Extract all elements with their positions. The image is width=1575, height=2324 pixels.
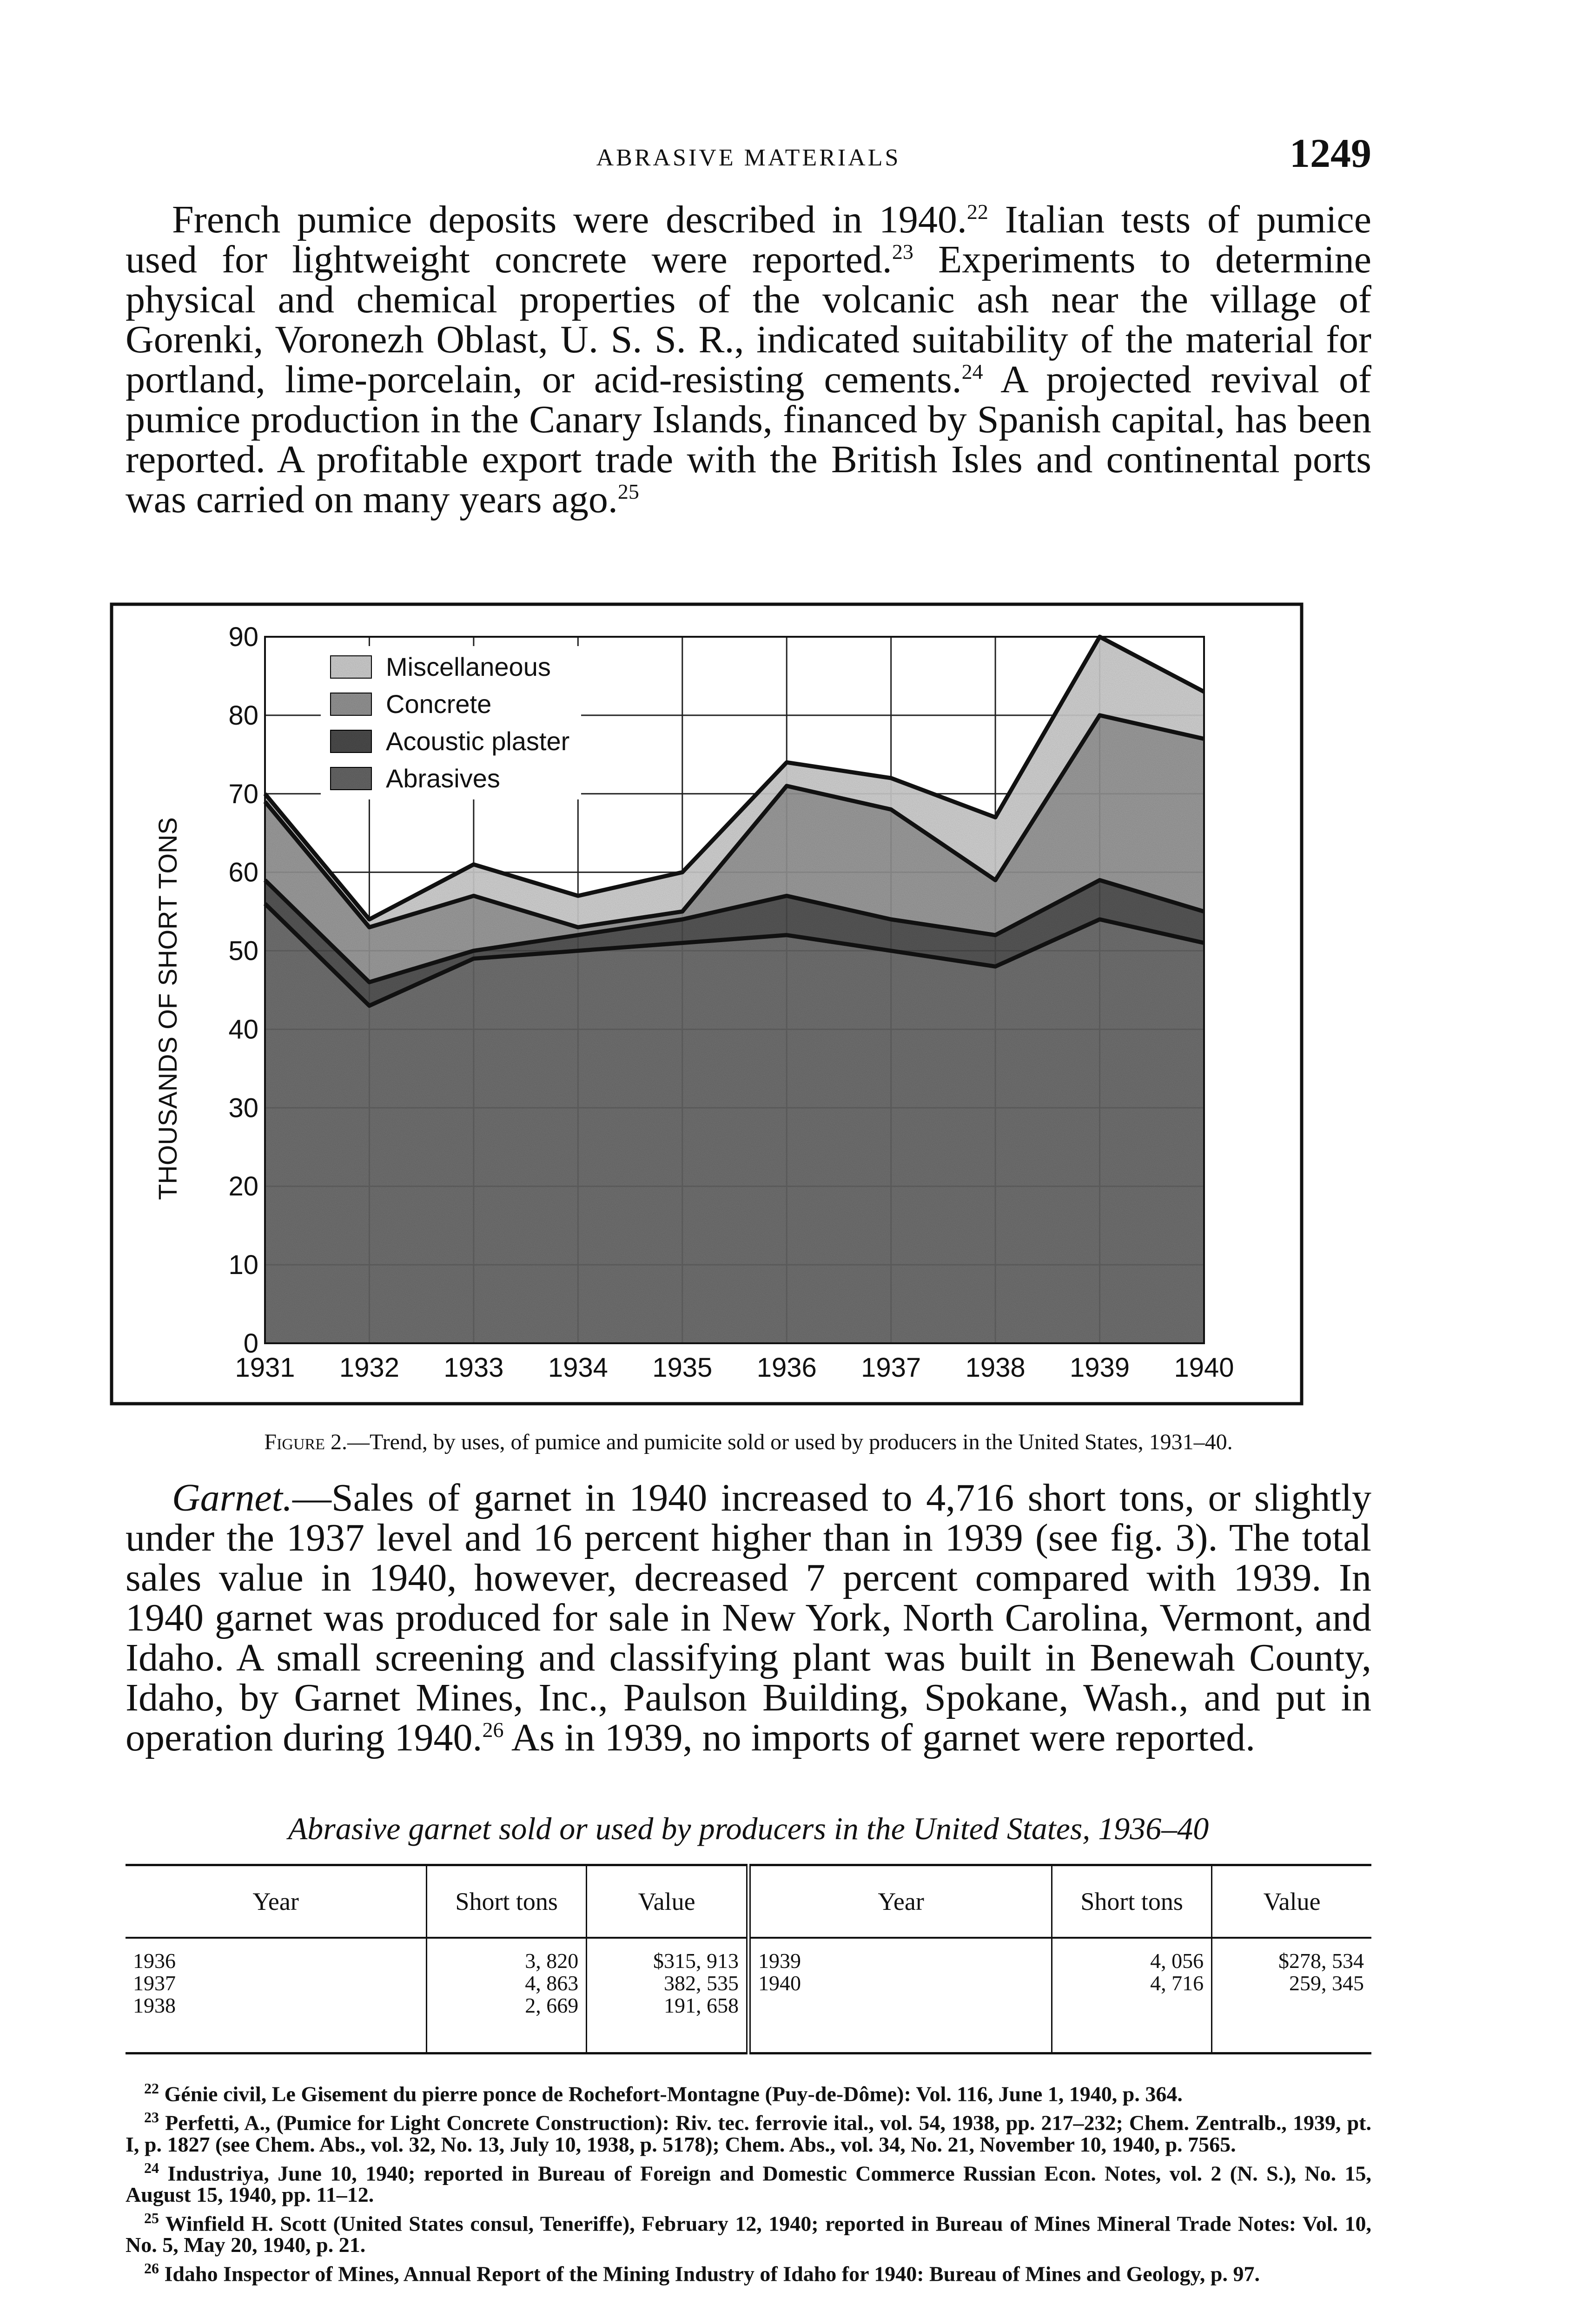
garnet-paragraph bbox=[126, 1478, 1371, 1758]
col-header-tons-left: Short tons bbox=[427, 1865, 587, 1938]
year-1940: 1940 bbox=[758, 1971, 801, 1995]
tons-1938: 2, 669 bbox=[525, 1994, 579, 2017]
footnote-text-24: Industriya, June 10, 1940; reported in Bureau of Foreign and Domestic Commerce Russian Econ. Notes, vol. 2 (N. S.), No. 15, August 15, 1940, pp. 11–12. bbox=[126, 2161, 1371, 2206]
chart-legend bbox=[321, 646, 581, 799]
cell-tons-right bbox=[1052, 1938, 1212, 2053]
tons-1937: 4, 863 bbox=[525, 1971, 579, 1995]
y-tick-30: 30 bbox=[228, 1093, 258, 1123]
footnote-text-26: Idaho Inspector of Mines, Annual Report of the Mining Industry of Idaho for 1940: Bureau of Mines and Geology, p. 97. bbox=[164, 2262, 1260, 2286]
y-tick-50: 50 bbox=[228, 936, 258, 966]
legend-label-miscellaneous: Miscellaneous bbox=[386, 652, 551, 681]
col-header-year-left: Year bbox=[126, 1865, 427, 1938]
value-1937: 382, 535 bbox=[663, 1971, 739, 1995]
legend-swatch-acoustic-plaster bbox=[330, 730, 372, 753]
page-number: 1249 bbox=[1290, 131, 1371, 176]
legend-swatch-miscellaneous bbox=[330, 655, 372, 679]
tons-1936: 3, 820 bbox=[525, 1949, 579, 1973]
x-tick-1934: 1934 bbox=[548, 1353, 608, 1383]
legend-swatch-abrasives bbox=[330, 767, 372, 790]
value-1939: $278, 534 bbox=[1278, 1949, 1364, 1973]
footnote-ref-24: 24 bbox=[961, 360, 983, 383]
legend-swatch-concrete bbox=[330, 693, 372, 716]
chart-svg bbox=[107, 600, 1306, 1408]
x-tick-1939: 1939 bbox=[1070, 1353, 1130, 1383]
y-tick-90: 90 bbox=[228, 622, 258, 652]
x-tick-1935: 1935 bbox=[652, 1353, 713, 1383]
cell-years-right bbox=[748, 1938, 1052, 2053]
footnote-23 bbox=[126, 2106, 1371, 2155]
para1-text-c: Experiments to determine physical and chemical properties of the volcanic ash near the village of Gorenki, Voronezh Oblast, U. S. S. R., indicated suitability of the material for portland, lime-porcelain, or acid-resisting cements. bbox=[126, 238, 1371, 401]
tons-1939: 4, 056 bbox=[1150, 1949, 1204, 1973]
col-header-year-right: Year bbox=[748, 1865, 1052, 1938]
cell-values-left bbox=[587, 1938, 748, 2053]
footnote-ref-22: 22 bbox=[966, 200, 988, 224]
footnote-text-23: Perfetti, A., (Pumice for Light Concrete Construction): Riv. tec. ferrovie ital., vol. 54, 1938, pp. 217–232; Chem. Zentralb., 1939, pt. I, p. 1827 (see Chem. Abs., vol. 32, No. 13, July 10, 1938, p. 5178); Chem. Abs., vol. 34, No. 21, November 10, 1940, p. 7565. bbox=[126, 2111, 1371, 2156]
figure-label: Figure 2. bbox=[264, 1430, 347, 1454]
figure-caption-text: —Trend, by uses, of pumice and pumicite sold or used by producers in the United States, 1931–40. bbox=[347, 1430, 1233, 1454]
page bbox=[126, 130, 1371, 520]
table-title: Abrasive garnet sold or used by producers in the United States, 1936–40 bbox=[288, 1811, 1209, 1846]
footnotes bbox=[126, 2078, 1371, 2287]
running-head bbox=[126, 130, 1371, 181]
footnote-text-25: Winfield H. Scott (United States consul, Teneriffe), February 12, 1940; reported in Bureau of Mines Mineral Trade Notes: Vol. 10, No. 5, May 20, 1940, p. 21. bbox=[126, 2212, 1372, 2257]
value-1940: 259, 345 bbox=[1289, 1971, 1364, 1995]
running-title: ABRASIVE MATERIALS bbox=[596, 145, 901, 171]
col-header-value-left: Value bbox=[587, 1865, 748, 1938]
value-1936: $315, 913 bbox=[653, 1949, 739, 1973]
para1-text-a: French pumice deposits were described in 1940. bbox=[172, 198, 967, 241]
col-header-tons-right: Short tons bbox=[1052, 1865, 1212, 1938]
garnet-text-b: As in 1939, no imports of garnet were reported. bbox=[503, 1716, 1256, 1759]
y-tick-20: 20 bbox=[228, 1171, 258, 1202]
pumice-paragraph bbox=[126, 200, 1371, 520]
cell-years-left bbox=[126, 1938, 427, 2053]
year-1939: 1939 bbox=[758, 1949, 801, 1973]
garnet-text-a: —Sales of garnet in 1940 increased to 4,716 short tons, or slightly under the 1937 level and 16 percent higher than in 1939 (see fig. 3). The total sales value in 1940, however, decreased 7 percent compared with 1939. In 1940 garnet was produced for sale in New York, North Carolina, Vermont, and Idaho. A small screening and classifying plant was built in Benewah County, Idaho, by Garnet Mines, Inc., Paulson Building, Spokane, Wash., and put in operation during 1940. bbox=[126, 1476, 1371, 1759]
year-1936: 1936 bbox=[133, 1949, 176, 1973]
col-header-value-right: Value bbox=[1212, 1865, 1371, 1938]
y-axis-label: THOUSANDS OF SHORT TONS bbox=[153, 817, 182, 1200]
cell-values-right bbox=[1212, 1938, 1371, 2053]
legend-label-acoustic-plaster: Acoustic plaster bbox=[386, 726, 570, 756]
footnote-ref-23: 23 bbox=[892, 240, 913, 264]
x-tick-1940: 1940 bbox=[1174, 1353, 1234, 1383]
y-tick-70: 70 bbox=[228, 779, 258, 809]
x-tick-1931: 1931 bbox=[235, 1353, 295, 1383]
garnet-table bbox=[126, 1864, 1371, 2054]
pumice-trend-chart bbox=[107, 600, 1306, 1408]
para1-text-d: A projected revival of pumice production in the Canary Islands, financed by Spanish capital, has been reported. A profitable export trade with the British Isles and continental ports was carried on many years ago. bbox=[126, 358, 1371, 521]
year-1938: 1938 bbox=[133, 1994, 176, 2017]
y-tick-10: 10 bbox=[228, 1250, 258, 1281]
footnote-num-24: 24 bbox=[144, 2159, 159, 2176]
tons-1940: 4, 716 bbox=[1150, 1971, 1204, 1995]
x-tick-1936: 1936 bbox=[756, 1353, 817, 1383]
x-tick-1937: 1937 bbox=[861, 1353, 921, 1383]
table-header-row bbox=[126, 1865, 1371, 1938]
x-tick-1938: 1938 bbox=[965, 1353, 1026, 1383]
footnote-num-23: 23 bbox=[144, 2109, 159, 2126]
footnote-24 bbox=[126, 2157, 1371, 2205]
year-1937: 1937 bbox=[133, 1971, 176, 1995]
garnet-lead: Garnet. bbox=[172, 1476, 292, 1519]
table-row bbox=[126, 1938, 1371, 2053]
y-tick-40: 40 bbox=[228, 1014, 258, 1045]
footnote-ref-26: 26 bbox=[482, 1718, 504, 1742]
para1-text-b: Italian tests of pumice used for lightweight concrete were reported. bbox=[126, 198, 1371, 281]
footnote-22 bbox=[126, 2078, 1371, 2105]
value-1938: 191, 658 bbox=[663, 1994, 739, 2017]
figure-caption bbox=[126, 1429, 1371, 1455]
y-tick-60: 60 bbox=[228, 857, 258, 888]
footnote-num-25: 25 bbox=[144, 2209, 159, 2226]
footnote-ref-25: 25 bbox=[617, 480, 639, 503]
y-tick-0: 0 bbox=[243, 1328, 258, 1359]
x-tick-1932: 1932 bbox=[339, 1353, 399, 1383]
y-tick-80: 80 bbox=[228, 700, 258, 731]
footnote-25 bbox=[126, 2207, 1371, 2256]
footnote-26 bbox=[126, 2258, 1371, 2284]
x-tick-1933: 1933 bbox=[443, 1353, 504, 1383]
legend-label-concrete: Concrete bbox=[386, 689, 492, 719]
footnote-num-22: 22 bbox=[144, 2080, 159, 2097]
legend-label-abrasives: Abrasives bbox=[386, 764, 500, 793]
cell-tons-left bbox=[427, 1938, 587, 2053]
footnote-num-26: 26 bbox=[144, 2260, 159, 2277]
footnote-text-22: Génie civil, Le Gisement du pierre ponce de Rochefort-Montagne (Puy-de-Dôme): Vol. 116, June 1, 1940, p. 364. bbox=[164, 2082, 1183, 2106]
